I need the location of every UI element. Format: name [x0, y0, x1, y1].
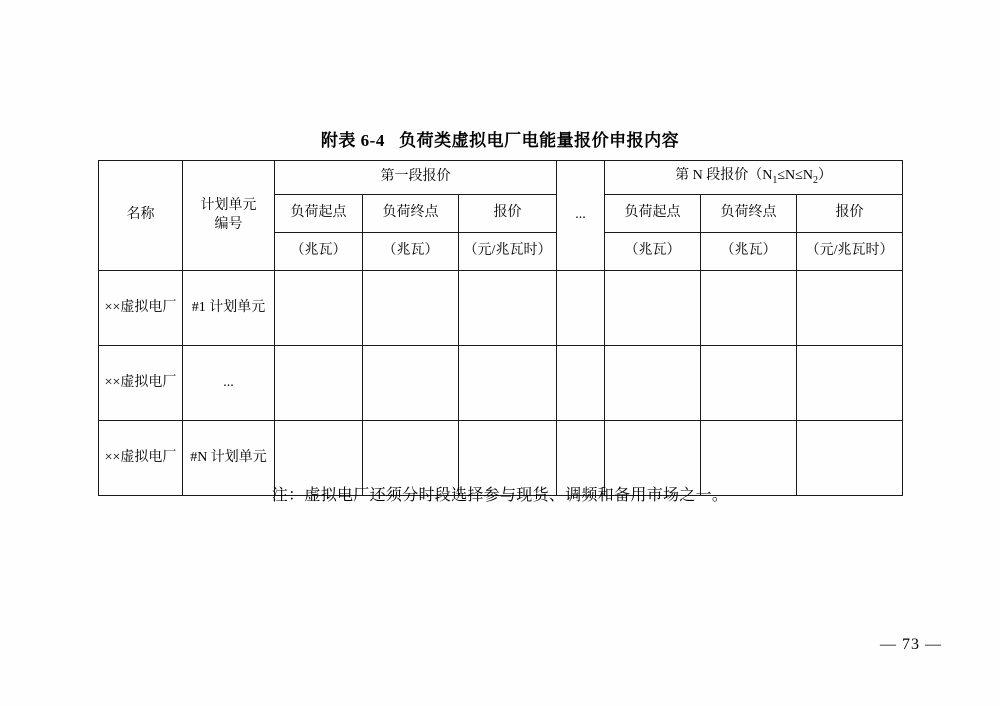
page-number: — 73 —: [880, 636, 942, 653]
header-segment-ellipsis: ...: [557, 161, 605, 271]
cell-load-end-1[interactable]: [363, 346, 459, 421]
table-header-row-segments: [99, 161, 903, 195]
cell-load-end-1[interactable]: [363, 271, 459, 346]
header-price-1: 报价: [459, 195, 557, 233]
header-load-end-n: 负荷终点: [701, 195, 797, 233]
cell-load-end-n[interactable]: [701, 346, 797, 421]
row-unit-id: ...: [183, 346, 275, 421]
header-load-start-1: 负荷起点: [275, 195, 363, 233]
header-segment-n-mid: ≤N≤N: [777, 168, 813, 184]
header-load-start-n: 负荷起点: [605, 195, 701, 233]
header-unit-id-line1: 计划单元: [200, 197, 257, 213]
cell-ellipsis[interactable]: [557, 346, 605, 421]
row-name: ××虚拟电厂: [99, 271, 183, 346]
header-segment-n-sub2: 2: [812, 175, 818, 187]
page-title: [0, 126, 1000, 151]
table-row: [99, 271, 903, 346]
cell-price-n[interactable]: [797, 271, 903, 346]
cell-load-start-n[interactable]: [605, 271, 701, 346]
unit-price-n: （元/兆瓦时）: [797, 233, 903, 271]
row-name: ××虚拟电厂: [99, 421, 183, 496]
header-unit-id: [183, 161, 275, 271]
title-text: 负荷类虚拟电厂电能量报价申报内容: [399, 131, 680, 150]
header-segment-n-sub1: 1: [772, 175, 778, 187]
header-segment-n: [605, 161, 903, 195]
row-unit-id: #N 计划单元: [183, 421, 275, 496]
title-prefix: 附表 6-4: [320, 131, 385, 150]
header-segment-first: 第一段报价: [275, 161, 557, 195]
cell-price-1[interactable]: [459, 346, 557, 421]
cell-load-start-1[interactable]: [275, 346, 363, 421]
cell-price-n[interactable]: [797, 346, 903, 421]
header-name: 名称: [99, 161, 183, 271]
unit-price-1: （元/兆瓦时）: [459, 233, 557, 271]
cell-load-start-1[interactable]: [275, 271, 363, 346]
cell-price-1[interactable]: [459, 271, 557, 346]
header-segment-n-suffix: ）: [817, 168, 832, 184]
table-note: 注：虚拟电厂还须分时段选择参与现货、调频和备用市场之一。: [271, 487, 729, 504]
cell-load-end-n[interactable]: [701, 271, 797, 346]
unit-load-end-n: （兆瓦）: [701, 233, 797, 271]
header-price-n: 报价: [797, 195, 903, 233]
header-unit-id-line2: 编号: [214, 216, 243, 232]
unit-load-end-1: （兆瓦）: [363, 233, 459, 271]
header-segment-n-prefix: 第 N 段报价（N: [675, 168, 773, 184]
unit-load-start-1: （兆瓦）: [275, 233, 363, 271]
row-name: ××虚拟电厂: [99, 346, 183, 421]
row-unit-id: #1 计划单元: [183, 271, 275, 346]
table-row: [99, 346, 903, 421]
bid-content-table: [98, 160, 903, 496]
cell-load-start-n[interactable]: [605, 346, 701, 421]
unit-load-start-n: （兆瓦）: [605, 233, 701, 271]
cell-ellipsis[interactable]: [557, 271, 605, 346]
header-load-end-1: 负荷终点: [363, 195, 459, 233]
